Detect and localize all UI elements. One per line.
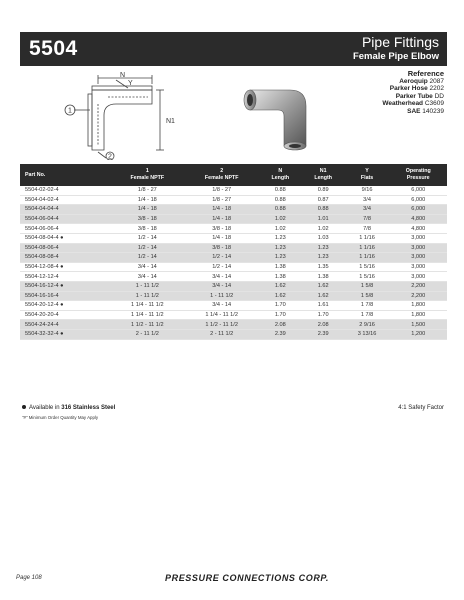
table-cell: 1.23 <box>302 243 345 253</box>
table-cell: 1/4 - 18 <box>185 214 259 224</box>
table-cell: 1.02 <box>259 224 302 234</box>
column-header: N1 Length <box>302 164 345 186</box>
table-header-row <box>20 164 447 186</box>
availability-note: Available in 316 Stainless Steel <box>22 405 115 411</box>
table-cell: 3,000 <box>389 233 447 243</box>
table-cell: 4,800 <box>389 214 447 224</box>
table-cell: 1.23 <box>259 243 302 253</box>
table-cell: 1.23 <box>259 253 302 263</box>
table-row <box>20 224 447 234</box>
table-cell: 1.38 <box>259 272 302 282</box>
column-header: Operating Pressure <box>389 164 447 186</box>
table-cell: 5504-16-16-4 <box>20 291 110 301</box>
safety-factor: 4:1 Safety Factor <box>398 405 444 411</box>
table-cell: 5504-08-08-4 <box>20 253 110 263</box>
table-cell: 5504-02-02-4 <box>20 186 110 195</box>
table-cell: 1/2 - 14 <box>110 243 184 253</box>
column-header: Y Flats <box>345 164 390 186</box>
title-banner <box>20 32 447 66</box>
table-cell: 1 1/16 <box>345 253 390 263</box>
table-cell: 5504-08-04-4 ● <box>20 233 110 243</box>
table-cell: 5504-20-12-4 ● <box>20 301 110 311</box>
table-cell: 3/8 - 18 <box>110 224 184 234</box>
table-cell: 3/4 - 14 <box>110 262 184 272</box>
table-cell: 3,000 <box>389 253 447 263</box>
table-cell: 2.39 <box>259 329 302 339</box>
table-cell: 5504-12-08-4 ● <box>20 262 110 272</box>
table-cell: 1 5/8 <box>345 291 390 301</box>
table-cell: 3/8 - 18 <box>185 224 259 234</box>
table-row <box>20 186 447 195</box>
table-cell: 5504-20-20-4 <box>20 310 110 320</box>
table-cell: 0.89 <box>302 186 345 195</box>
table-row <box>20 195 447 205</box>
column-header: 2 Female NPTF <box>185 164 259 186</box>
table-cell: 2 - 11 1/2 <box>185 329 259 339</box>
table-cell: 5504-32-32-4 ● <box>20 329 110 339</box>
table-cell: 0.87 <box>302 195 345 205</box>
table-cell: 1 1/2 - 11 1/2 <box>110 320 184 330</box>
table-cell: 1,200 <box>389 329 447 339</box>
reference-row: Weatherhead C3609 <box>382 100 444 108</box>
table-cell: 6,000 <box>389 186 447 195</box>
reference-title: Reference <box>407 69 444 78</box>
reference-list <box>382 70 444 116</box>
port-2-label: 2 <box>108 153 112 160</box>
dim-n-label: N <box>120 72 126 79</box>
table-cell: 5504-08-06-4 <box>20 243 110 253</box>
reference-row: SAE 140239 <box>407 107 444 115</box>
table-cell: 5504-24-24-4 <box>20 320 110 330</box>
table-cell: 5504-06-04-4 <box>20 214 110 224</box>
elbow-photo <box>240 82 320 152</box>
table-cell: 2 9/16 <box>345 320 390 330</box>
table-cell: 1 5/16 <box>345 262 390 272</box>
table-cell: 1/8 - 27 <box>185 186 259 195</box>
table-cell: 1 - 11 1/2 <box>185 291 259 301</box>
table-cell: 3/8 - 18 <box>110 214 184 224</box>
part-number: 5504 <box>29 37 78 60</box>
port-1-label: 1 <box>68 107 72 115</box>
table-cell: 3,000 <box>389 272 447 282</box>
table-cell: 5504-16-12-4 ● <box>20 281 110 291</box>
table-cell: 2,200 <box>389 291 447 301</box>
table-cell: 2.08 <box>259 320 302 330</box>
table-cell: 1.62 <box>259 291 302 301</box>
product-subtitle: Female Pipe Elbow <box>352 51 439 62</box>
table-cell: 4,800 <box>389 224 447 234</box>
table-cell: 3/4 <box>345 195 390 205</box>
table-row <box>20 281 447 291</box>
table-row <box>20 253 447 263</box>
table-cell: 1 7/8 <box>345 310 390 320</box>
table-cell: 1/2 - 14 <box>185 253 259 263</box>
table-cell: 1 - 11 1/2 <box>110 281 184 291</box>
table-cell: 1/4 - 18 <box>110 195 184 205</box>
page-number: Page 108 <box>16 575 42 581</box>
table-cell: 1/2 - 14 <box>185 262 259 272</box>
table-cell: 2 - 11 1/2 <box>110 329 184 339</box>
table-cell: 7/8 <box>345 214 390 224</box>
table-cell: 1.70 <box>259 310 302 320</box>
table-cell: 1,800 <box>389 301 447 311</box>
table-row <box>20 262 447 272</box>
reference-row: Parker Hose 2202 <box>389 85 444 93</box>
table-cell: 0.88 <box>259 195 302 205</box>
bullet-dot-icon <box>22 405 26 409</box>
table-cell: 1.35 <box>302 262 345 272</box>
table-cell: 3 13/16 <box>345 329 390 339</box>
table-cell: 1 1/4 - 11 1/2 <box>185 310 259 320</box>
table-cell: 3/4 <box>345 205 390 215</box>
table-cell: 1 1/4 - 11 1/2 <box>110 301 184 311</box>
table-cell: 9/16 <box>345 186 390 195</box>
reference-row: Aeroquip 2087 <box>399 77 444 85</box>
table-cell: 2.39 <box>302 329 345 339</box>
table-cell: 1/2 - 14 <box>110 233 184 243</box>
table-cell: 1.23 <box>302 253 345 263</box>
dim-y-label: Y <box>128 80 133 87</box>
table-cell: 0.88 <box>259 205 302 215</box>
table-cell: 1 1/4 - 11 1/2 <box>110 310 184 320</box>
table-cell: 1/2 - 14 <box>110 253 184 263</box>
table-row <box>20 243 447 253</box>
table-cell: 1 1/16 <box>345 243 390 253</box>
table-row <box>20 233 447 243</box>
table-cell: 1.02 <box>259 214 302 224</box>
table-cell: 1/4 - 18 <box>185 205 259 215</box>
table-cell: 1 5/16 <box>345 272 390 282</box>
reference-row: Parker Tube DD <box>395 92 444 100</box>
column-header: N Length <box>259 164 302 186</box>
table-cell: 1/8 - 27 <box>185 195 259 205</box>
column-header: 1 Female NPTF <box>110 164 184 186</box>
table-cell: 1 1/2 - 11 1/2 <box>185 320 259 330</box>
table-row <box>20 310 447 320</box>
table-cell: 5504-04-02-4 <box>20 195 110 205</box>
table-row <box>20 214 447 224</box>
table-cell: 3/4 - 14 <box>185 272 259 282</box>
table-cell: 5504-12-12-4 <box>20 272 110 282</box>
table-cell: 0.88 <box>302 205 345 215</box>
table-cell: 1.62 <box>302 291 345 301</box>
category-title: Pipe Fittings <box>361 34 439 50</box>
table-cell: 7/8 <box>345 224 390 234</box>
table-cell: 0.88 <box>259 186 302 195</box>
table-cell: 1/8 - 27 <box>110 186 184 195</box>
table-cell: 1,800 <box>389 310 447 320</box>
table-cell: 1.38 <box>259 262 302 272</box>
table-cell: 3/4 - 14 <box>185 281 259 291</box>
table-cell: 1.02 <box>302 224 345 234</box>
table-cell: 3/4 - 14 <box>110 272 184 282</box>
table-cell: 1.03 <box>302 233 345 243</box>
table-cell: 1 - 11 1/2 <box>110 291 184 301</box>
table-row <box>20 320 447 330</box>
table-cell: 5504-04-04-4 <box>20 205 110 215</box>
table-cell: 1 5/8 <box>345 281 390 291</box>
company-name: PRESSURE CONNECTIONS CORP. <box>165 573 329 583</box>
table-cell: 1.38 <box>302 272 345 282</box>
elbow-drawing <box>60 70 190 160</box>
table-cell: 1.01 <box>302 214 345 224</box>
table-cell: 2.08 <box>302 320 345 330</box>
specs-table <box>20 164 447 340</box>
table-row <box>20 272 447 282</box>
table-cell: 1,500 <box>389 320 447 330</box>
table-cell: 5504-06-06-4 <box>20 224 110 234</box>
table-cell: 3,000 <box>389 243 447 253</box>
dim-n1-label: N1 <box>166 118 175 125</box>
table-row <box>20 301 447 311</box>
table-cell: 1/4 - 18 <box>185 233 259 243</box>
table-cell: 3/4 - 14 <box>185 301 259 311</box>
table-cell: 1 7/8 <box>345 301 390 311</box>
table-cell: 2,200 <box>389 281 447 291</box>
table-cell: 1.61 <box>302 301 345 311</box>
order-footnote: "#" Minimum Order Quantity May Apply <box>22 415 99 420</box>
table-row <box>20 291 447 301</box>
table-cell: 3,000 <box>389 262 447 272</box>
table-cell: 6,000 <box>389 195 447 205</box>
table-cell: 1.23 <box>259 233 302 243</box>
table-body <box>20 186 447 339</box>
table-cell: 1/4 - 18 <box>110 205 184 215</box>
column-header: Part No. <box>20 164 110 186</box>
table-cell: 1.62 <box>259 281 302 291</box>
table-cell: 3/8 - 18 <box>185 243 259 253</box>
table-cell: 1.70 <box>302 310 345 320</box>
table-cell: 6,000 <box>389 205 447 215</box>
table-cell: 1.70 <box>259 301 302 311</box>
table-row <box>20 205 447 215</box>
table-row <box>20 329 447 339</box>
table-cell: 1 1/16 <box>345 233 390 243</box>
table-cell: 1.62 <box>302 281 345 291</box>
